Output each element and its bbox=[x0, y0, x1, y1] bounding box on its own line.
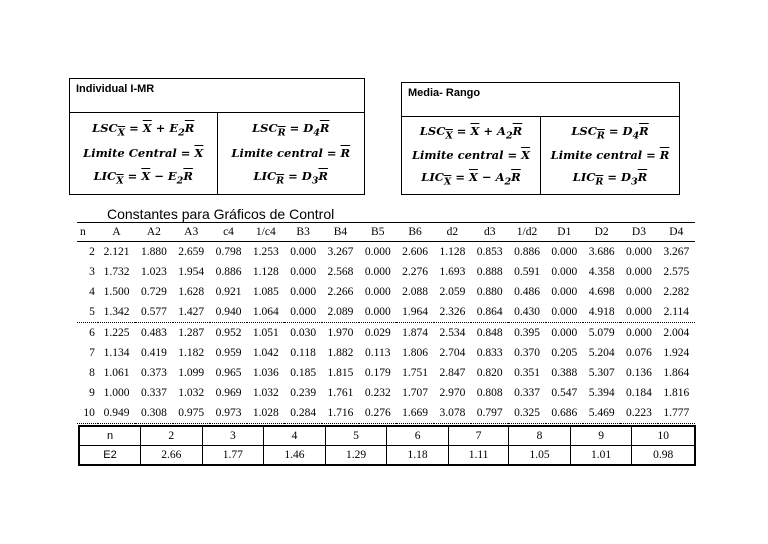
imr-lic-x-formula: $LIC_{\overline{X}} = \overline{X} - E_2\overline{R}$ bbox=[93, 168, 193, 186]
constants-value-cell: 1.874 bbox=[402, 327, 428, 339]
imr-central-x-formula: Limite Central = $\overline{X}$ bbox=[83, 146, 204, 161]
constants-table bbox=[77, 222, 695, 424]
constants-value-cell: 0.952 bbox=[215, 327, 242, 339]
constants-n-cell: 8 bbox=[89, 367, 95, 379]
constants-value-cell: 1.182 bbox=[178, 347, 205, 359]
constants-value-cell: 2.276 bbox=[402, 266, 428, 278]
e2-n-cell: 5 bbox=[325, 426, 387, 446]
constants-value-cell: 0.000 bbox=[364, 246, 391, 258]
constants-n-cell: 9 bbox=[89, 387, 95, 399]
constants-value-cell: 1.964 bbox=[396, 302, 433, 323]
constants-value-cell: 0.547 bbox=[551, 387, 578, 399]
constants-value-cell: 0.179 bbox=[364, 367, 391, 379]
e2-value-cell: 1.29 bbox=[325, 446, 387, 466]
constants-value-cell: 1.761 bbox=[327, 387, 354, 399]
constants-value-cell: 1.500 bbox=[103, 286, 130, 298]
constants-value-cell: 0.223 bbox=[620, 403, 657, 424]
constants-value-cell: 1.924 bbox=[663, 347, 690, 359]
media-lic-r-formula: $LIC_{\overline{R}} = D_3\overline{R}$ bbox=[572, 169, 648, 187]
e2-n-row bbox=[79, 426, 695, 446]
e2-n-cell: 3 bbox=[202, 426, 264, 446]
constants-row bbox=[77, 323, 695, 344]
constants-value-cell: 1.882 bbox=[327, 347, 354, 359]
constants-value-cell: 1.032 bbox=[252, 387, 279, 399]
constants-header-cell: c4 bbox=[210, 223, 247, 242]
constants-value-cell: 0.729 bbox=[140, 286, 167, 298]
constants-header-cell: A bbox=[98, 223, 135, 242]
constants-value-cell: 0.388 bbox=[551, 367, 578, 379]
constants-value-cell: 0.337 bbox=[140, 387, 167, 399]
constants-value-cell: 0.325 bbox=[508, 403, 545, 424]
constants-n-cell: 7 bbox=[89, 347, 95, 359]
constants-n-cell: 4 bbox=[89, 286, 95, 298]
constants-value-cell: 1.806 bbox=[402, 347, 428, 359]
constants-value-cell: 1.816 bbox=[663, 387, 690, 399]
constants-value-cell: 0.808 bbox=[476, 387, 503, 399]
imr-r-formulas bbox=[217, 113, 365, 194]
constants-value-cell: 0.949 bbox=[98, 403, 135, 424]
constants-value-cell: 0.000 bbox=[364, 286, 391, 298]
constants-value-cell: 2.059 bbox=[439, 286, 466, 298]
constants-value-cell: 2.114 bbox=[658, 302, 695, 323]
constants-value-cell: 4.698 bbox=[588, 286, 615, 298]
constants-value-cell: 1.032 bbox=[178, 387, 205, 399]
constants-value-cell: 0.000 bbox=[359, 302, 396, 323]
constants-value-cell: 5.079 bbox=[588, 327, 615, 339]
constants-value-cell: 0.921 bbox=[215, 286, 242, 298]
constants-value-cell: 0.000 bbox=[551, 246, 578, 258]
constants-value-cell: 2.282 bbox=[663, 286, 690, 298]
constants-value-cell: 1.669 bbox=[396, 403, 433, 424]
constants-value-cell: 3.267 bbox=[663, 246, 690, 258]
constants-value-cell: 2.326 bbox=[434, 302, 471, 323]
media-lsc-x-formula: $LSC_{\overline{X}} = \overline{X} + A_2\overline{R}$ bbox=[419, 124, 523, 142]
constants-value-cell: 0.686 bbox=[546, 403, 583, 424]
constants-value-cell: 0.820 bbox=[476, 367, 503, 379]
constants-value-cell: 2.004 bbox=[663, 327, 690, 339]
constants-value-cell: 0.308 bbox=[135, 403, 172, 424]
constants-value-cell: 2.704 bbox=[439, 347, 466, 359]
constants-value-cell: 0.205 bbox=[551, 347, 578, 359]
constants-value-cell: 1.880 bbox=[140, 246, 167, 258]
constants-value-cell: 1.732 bbox=[103, 266, 130, 278]
constants-n-cell: 6 bbox=[89, 327, 95, 339]
constants-value-cell: 0.000 bbox=[551, 327, 578, 339]
constants-header-cell: A2 bbox=[135, 223, 172, 242]
imr-lsc-r-formula: $LSC_{\overline{R}} = D_4\overline{R}$ bbox=[252, 121, 330, 139]
constants-header-cell: B3 bbox=[284, 223, 321, 242]
imr-x-formulas bbox=[70, 113, 217, 194]
constants-value-cell: 1.099 bbox=[178, 367, 205, 379]
constants-value-cell: 0.000 bbox=[551, 286, 578, 298]
constants-value-cell: 0.000 bbox=[290, 286, 317, 298]
constants-value-cell: 0.370 bbox=[514, 347, 540, 359]
constants-row bbox=[77, 403, 695, 424]
constants-value-cell: 1.815 bbox=[327, 367, 354, 379]
constants-value-cell: 0.797 bbox=[471, 403, 508, 424]
media-lic-x-formula: $LIC_{\overline{X}} = \overline{X} - A_2\overline{R}$ bbox=[421, 169, 521, 187]
e2-n-cell: 7 bbox=[448, 426, 508, 446]
constants-value-cell: 0.000 bbox=[284, 302, 321, 323]
constants-row bbox=[77, 282, 695, 302]
constants-value-cell: 5.469 bbox=[583, 403, 620, 424]
constants-value-cell: 0.886 bbox=[514, 246, 540, 258]
constants-value-cell: 0.184 bbox=[626, 387, 652, 399]
constants-n-cell: 10 bbox=[77, 403, 98, 424]
constants-value-cell: 2.575 bbox=[663, 266, 690, 278]
constants-value-cell: 0.337 bbox=[514, 387, 540, 399]
constants-value-cell: 0.833 bbox=[476, 347, 503, 359]
constants-value-cell: 0.973 bbox=[210, 403, 247, 424]
constants-n-cell: 2 bbox=[89, 246, 95, 258]
constants-value-cell: 1.777 bbox=[658, 403, 695, 424]
constants-value-cell: 0.486 bbox=[514, 286, 540, 298]
constants-value-cell: 0.888 bbox=[476, 266, 503, 278]
constants-header-cell: d2 bbox=[434, 223, 471, 242]
constants-value-cell: 1.693 bbox=[439, 266, 466, 278]
imr-lic-r-formula: $LIC_{\overline{R}} = D_3\overline{R}$ bbox=[253, 168, 328, 186]
media-r-formulas bbox=[540, 117, 679, 194]
constants-value-cell: 1.707 bbox=[402, 387, 428, 399]
constants-value-cell: 0.000 bbox=[626, 266, 652, 278]
constants-value-cell: 0.185 bbox=[290, 367, 317, 379]
constants-value-cell: 1.628 bbox=[178, 286, 205, 298]
constants-value-cell: 2.534 bbox=[439, 327, 466, 339]
constants-value-cell: 1.051 bbox=[252, 327, 279, 339]
constants-value-cell: 0.975 bbox=[173, 403, 210, 424]
constants-value-cell: 0.591 bbox=[514, 266, 540, 278]
constants-title: Constantes para Gráficos de Control bbox=[107, 206, 335, 222]
e2-value-label: E2 bbox=[79, 446, 141, 466]
constants-value-cell: 5.204 bbox=[588, 347, 615, 359]
constants-value-cell: 1.751 bbox=[402, 367, 428, 379]
constants-header-cell: B5 bbox=[359, 223, 396, 242]
constants-value-cell: 2.266 bbox=[327, 286, 354, 298]
constants-value-cell: 1.716 bbox=[322, 403, 359, 424]
constants-value-cell: 0.000 bbox=[551, 266, 578, 278]
e2-n-cell: 8 bbox=[509, 426, 571, 446]
imr-central-r-formula: Limite central = $\overline{R}$ bbox=[231, 146, 351, 161]
constants-value-cell: 2.121 bbox=[103, 246, 130, 258]
constants-value-cell: 0.232 bbox=[364, 387, 391, 399]
constants-value-cell: 0.000 bbox=[546, 302, 583, 323]
constants-value-cell: 1.061 bbox=[103, 367, 130, 379]
constants-value-cell: 0.419 bbox=[140, 347, 167, 359]
constants-value-cell: 0.076 bbox=[626, 347, 652, 359]
e2-table bbox=[78, 425, 696, 466]
constants-value-cell: 0.351 bbox=[514, 367, 540, 379]
constants-value-cell: 0.959 bbox=[215, 347, 242, 359]
imr-title: Individual I-MR bbox=[70, 79, 364, 113]
constants-value-cell: 0.577 bbox=[135, 302, 172, 323]
e2-n-cell: 6 bbox=[387, 426, 449, 446]
constants-value-cell: 1.970 bbox=[327, 327, 354, 339]
constants-value-cell: 5.307 bbox=[588, 367, 615, 379]
e2-n-cell: 9 bbox=[570, 426, 632, 446]
constants-value-cell: 4.358 bbox=[588, 266, 615, 278]
constants-row bbox=[77, 302, 695, 323]
constants-header-row bbox=[77, 223, 695, 242]
constants-value-cell: 2.568 bbox=[327, 266, 354, 278]
e2-n-cell: 4 bbox=[264, 426, 326, 446]
constants-value-cell: 0.395 bbox=[514, 327, 540, 339]
e2-value-cell: 0.98 bbox=[632, 446, 695, 466]
constants-row bbox=[77, 383, 695, 403]
e2-value-cell: 1.46 bbox=[264, 446, 326, 466]
constants-value-cell: 2.606 bbox=[402, 246, 428, 258]
constants-header-cell: D3 bbox=[620, 223, 657, 242]
constants-value-cell: 0.940 bbox=[210, 302, 247, 323]
constants-value-cell: 0.798 bbox=[215, 246, 242, 258]
constants-value-cell: 1.134 bbox=[103, 347, 130, 359]
constants-row bbox=[77, 363, 695, 383]
e2-value-cell: 2.66 bbox=[141, 446, 203, 466]
constants-header-cell: D1 bbox=[546, 223, 583, 242]
constants-value-cell: 2.088 bbox=[402, 286, 428, 298]
constants-value-cell: 0.000 bbox=[620, 302, 657, 323]
constants-value-cell: 1.064 bbox=[247, 302, 284, 323]
constants-value-cell: 0.483 bbox=[140, 327, 167, 339]
constants-value-cell: 0.118 bbox=[290, 347, 316, 359]
constants-value-cell: 0.000 bbox=[626, 327, 652, 339]
constants-value-cell: 1.085 bbox=[252, 286, 279, 298]
constants-n-cell: 5 bbox=[77, 302, 98, 323]
constants-value-cell: 0.239 bbox=[290, 387, 317, 399]
constants-row bbox=[77, 242, 695, 263]
constants-row bbox=[77, 343, 695, 363]
constants-value-cell: 2.089 bbox=[322, 302, 359, 323]
media-central-r-formula: Limite central = $\overline{R}$ bbox=[550, 148, 670, 163]
constants-value-cell: 3.078 bbox=[434, 403, 471, 424]
constants-value-cell: 1.128 bbox=[439, 246, 466, 258]
imr-box bbox=[69, 78, 365, 195]
constants-value-cell: 0.853 bbox=[476, 246, 503, 258]
constants-value-cell: 0.430 bbox=[508, 302, 545, 323]
e2-value-cell: 1.77 bbox=[202, 446, 264, 466]
constants-value-cell: 1.023 bbox=[140, 266, 167, 278]
constants-value-cell: 4.918 bbox=[583, 302, 620, 323]
constants-value-cell: 3.686 bbox=[588, 246, 615, 258]
constants-header-cell: A3 bbox=[173, 223, 210, 242]
constants-value-cell: 2.659 bbox=[178, 246, 205, 258]
constants-value-cell: 0.864 bbox=[471, 302, 508, 323]
constants-value-cell: 1.253 bbox=[252, 246, 279, 258]
constants-value-cell: 1.128 bbox=[252, 266, 279, 278]
constants-header-cell: D2 bbox=[583, 223, 620, 242]
constants-value-cell: 1.427 bbox=[173, 302, 210, 323]
constants-value-cell: 0.030 bbox=[290, 327, 317, 339]
constants-value-cell: 0.848 bbox=[476, 327, 503, 339]
constants-header-cell: 1/d2 bbox=[508, 223, 545, 242]
media-rango-box bbox=[401, 82, 680, 195]
e2-value-cell: 1.01 bbox=[570, 446, 632, 466]
media-rango-title: Media- Rango bbox=[402, 83, 679, 117]
constants-value-cell: 0.886 bbox=[215, 266, 242, 278]
constants-value-cell: 0.000 bbox=[364, 266, 391, 278]
constants-value-cell: 0.276 bbox=[359, 403, 396, 424]
constants-value-cell: 0.284 bbox=[284, 403, 321, 424]
constants-value-cell: 0.969 bbox=[215, 387, 242, 399]
constants-value-cell: 2.970 bbox=[439, 387, 466, 399]
constants-value-cell: 1.000 bbox=[103, 387, 130, 399]
constants-value-cell: 0.000 bbox=[626, 246, 652, 258]
constants-value-cell: 0.113 bbox=[365, 347, 391, 359]
media-x-formulas bbox=[402, 117, 540, 194]
constants-row bbox=[77, 262, 695, 282]
media-lsc-r-formula: $LSC_{\overline{R}} = D_4\overline{R}$ bbox=[571, 124, 649, 142]
constants-value-cell: 1.954 bbox=[178, 266, 205, 278]
constants-header-cell: n bbox=[77, 223, 98, 242]
constants-value-cell: 1.042 bbox=[252, 347, 279, 359]
constants-value-cell: 0.965 bbox=[215, 367, 242, 379]
e2-n-label: n bbox=[79, 426, 141, 446]
constants-value-cell: 1.028 bbox=[247, 403, 284, 424]
e2-value-cell: 1.11 bbox=[448, 446, 508, 466]
constants-value-cell: 0.029 bbox=[364, 327, 391, 339]
constants-value-cell: 0.373 bbox=[140, 367, 167, 379]
constants-value-cell: 2.847 bbox=[439, 367, 466, 379]
constants-value-cell: 0.000 bbox=[290, 246, 317, 258]
e2-n-cell: 10 bbox=[632, 426, 695, 446]
constants-header-cell: B4 bbox=[322, 223, 359, 242]
constants-header-cell: d3 bbox=[471, 223, 508, 242]
constants-n-cell: 3 bbox=[89, 266, 95, 278]
e2-value-cell: 1.18 bbox=[387, 446, 449, 466]
constants-value-cell: 0.880 bbox=[476, 286, 503, 298]
constants-value-cell: 0.136 bbox=[626, 367, 652, 379]
constants-value-cell: 3.267 bbox=[327, 246, 354, 258]
constants-value-cell: 1.342 bbox=[98, 302, 135, 323]
media-central-x-formula: Limite central = $\overline{X}$ bbox=[411, 148, 531, 163]
constants-value-cell: 1.225 bbox=[103, 327, 130, 339]
constants-value-cell: 0.000 bbox=[626, 286, 652, 298]
e2-n-cell: 2 bbox=[141, 426, 203, 446]
e2-value-cell: 1.05 bbox=[509, 446, 571, 466]
constants-header-cell: 1/c4 bbox=[247, 223, 284, 242]
constants-value-cell: 5.394 bbox=[588, 387, 615, 399]
constants-value-cell: 0.000 bbox=[290, 266, 317, 278]
constants-value-cell: 1.287 bbox=[178, 327, 205, 339]
e2-values-row bbox=[79, 446, 695, 466]
constants-header-cell: D4 bbox=[658, 223, 695, 242]
constants-header-cell: B6 bbox=[396, 223, 433, 242]
constants-value-cell: 1.036 bbox=[252, 367, 279, 379]
constants-value-cell: 1.864 bbox=[663, 367, 690, 379]
imr-lsc-x-formula: $LSC_{\overline{X}} = \overline{X} + E_2\overline{R}$ bbox=[92, 121, 195, 139]
